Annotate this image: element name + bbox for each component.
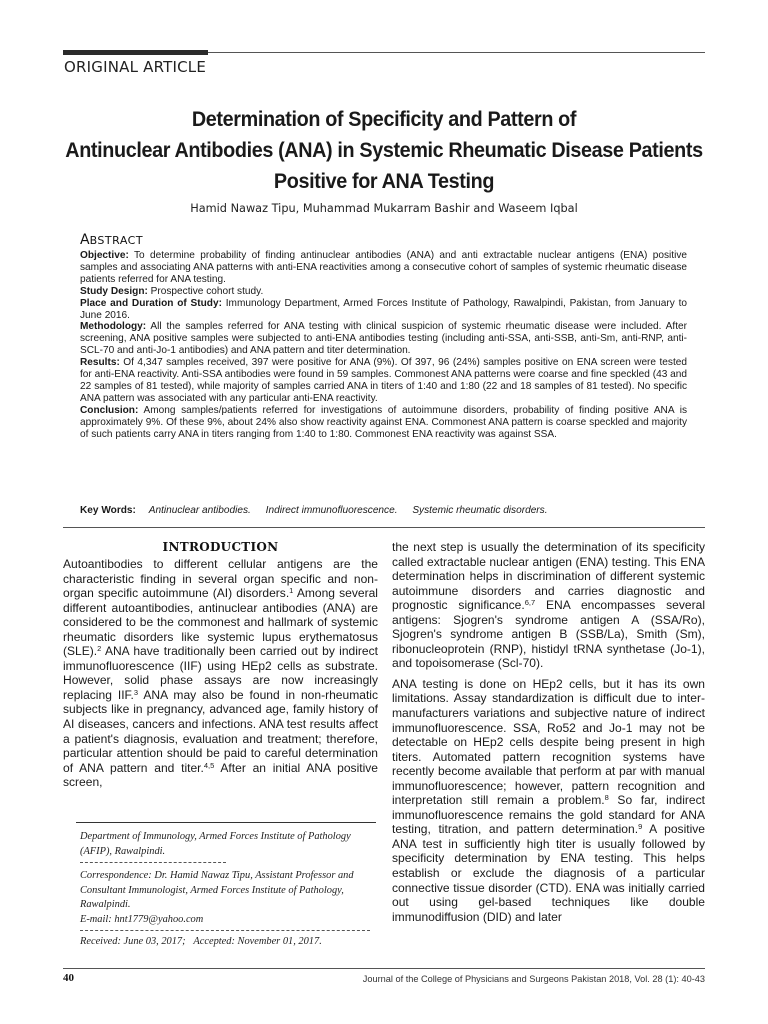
abstract-design — [80, 286, 687, 298]
footnote-affiliation: Department of Immunology, Armed Forces Institute of Pathology (AFIP), Rawalpindi. — [80, 831, 351, 857]
footnote-email[interactable]: E-mail: hnt1779@yahoo.com — [80, 913, 204, 925]
keywords-label: Key Words: — [80, 505, 136, 516]
intro-text: ANA may also be found in non-rheumatic subjects like in pregnancy, advanced age, family history of AI diseases, cancers and infections. ANA test results affect a patient's diagnosis, evaluation and treatment; therefore, particular attention should be paid to careful determination of ANA pattern and titer. — [63, 687, 378, 775]
citation-ref[interactable]: 2 — [97, 644, 102, 654]
footnote-rule — [76, 822, 376, 823]
citation-ref[interactable]: 8 — [604, 793, 609, 803]
section-label: ORIGINAL ARTICLE — [64, 58, 206, 76]
conclusion-text: Among samples/patients referred for investigations of autoimmune disorders, probability of finding positive ANA is approximately 9%. Of these 9%, about 24% also show reactivity against ENA. Commonest ANA pattern is coarse speckled and majority of such patients carry ANA in titers ranging from 1:40 to 1:80. Commonest ENA reactivity was against SSA. — [80, 404, 687, 440]
top-rule-accent — [63, 50, 208, 55]
footnote-separator — [80, 862, 226, 863]
footnotes — [80, 830, 380, 950]
keywords — [80, 505, 560, 516]
title-line-3: Positive for ANA Testing — [273, 169, 495, 193]
abstract-results — [80, 357, 687, 405]
author-list: Hamid Nawaz Tipu, Muhammad Mukarram Bashir and Waseem Iqbal — [190, 202, 578, 215]
intro-text: Autoantibodies to different cellular antigens are the characteristic finding in several organ specific and non-organ specific autoimmune (AI) disorders. — [63, 557, 378, 601]
objective-text: To determine probability of finding antinuclear antibodies (ANA) and anti extractable nuclear antigens (ENA) positive samples and associating ANA patterns with anti-ENA reactivities among a consecutive cohort of samples of systemic rheumatic disease patients referred for ANA testing. — [80, 250, 687, 285]
methodology-text: All the samples referred for ANA testing with clinical suspicion of systemic rheumatic disease were included. After screening, ANA positive samples were subjected to anti-ENA antibodies testing (including anti-SSA, anti-SSB, anti-Sm, anti-RNP, anti-SCL-70 and anti-Jo-1 antibodies) and ANA pattern and titer determination. — [80, 321, 687, 357]
abstract-heading-initial: A — [80, 232, 90, 248]
citation-ref[interactable]: 6,7 — [524, 598, 536, 608]
intro-text: ENA encompasses several antigens: Sjogren's syndrome antigen A (SSA/Ro), Sjogren's syndrome antigen B (SSB/La), Smith (Sm), ribonucleoprotein (RNP), histidyl tRNA synthetase (Jo-1), and topoisomerase (Scl-70). — [392, 598, 705, 671]
intro-text: the next step is usually the determination of its specificity called extractable nuclear antigen (ENA) testing. This ENA determination helps in discrimination of different systemic autoimmune disorders and carries diagnostic and prognostic significance. — [392, 540, 705, 613]
methodology-label: Methodology: — [80, 321, 147, 333]
received-date: Received: June 03, 2017; — [80, 936, 186, 947]
intro-paragraph — [392, 677, 705, 924]
design-text: Prospective cohort study. — [147, 285, 264, 297]
abstract-body — [80, 250, 687, 441]
article-title — [31, 104, 738, 197]
keyword-item: Systemic rheumatic disorders. — [412, 505, 548, 516]
intro-paragraph — [63, 557, 378, 790]
introduction-heading: INTRODUCTION — [162, 540, 279, 554]
objective-label: Objective: — [80, 250, 129, 261]
footnote-correspondence: Correspondence: Dr. Hamid Nawaz Tipu, Assistant Professor and Consultant Immunologist, Armed Forces Institute of Pathology, Rawalpindi. — [80, 870, 354, 910]
abstract-heading — [80, 232, 143, 248]
conclusion-label: Conclusion: — [80, 404, 139, 416]
intro-paragraph — [392, 540, 705, 671]
results-text: Of 4,347 samples received, 397 were positive for ANA (9%). Of 397, 96 (24%) samples positive on ENA screen were tested for anti-ENA reactivity. Anti-SSA antibodies were found in 59 samples. Commonest ANA patterns were coarse and fine speckled (43 and 22 samples of 81 tested), while majority of samples carried ANA in titers of 1:40 and 1:80 (22 and 18 samples of 81 tested). No specific ANA pattern was associated with any particular anti-ENA reactivity. — [80, 357, 687, 404]
intro-text: ANA testing is done on HEp2 cells, but it has its own limitations. Assay standardization is difficult due to inter-manufacturers variations and subjective nature of indirect immunofluorescence. SSA, Ro52 and Jo-1 may not be detectable on HEp2 cells despite being present in high titers. Automated pattern recognition systems have recently become available that perform at par with manual immunofluorescence; however, pattern recognition and interpretation still remain a problem. — [392, 676, 705, 808]
keyword-item: Indirect immunofluorescence. — [265, 505, 398, 516]
left-column — [63, 557, 378, 796]
page-number: 40 — [63, 972, 74, 984]
accepted-date: Accepted: November 01, 2017. — [193, 936, 322, 947]
design-label: Study Design: — [80, 285, 148, 297]
abstract-objective — [80, 250, 687, 286]
journal-citation: Journal of the College of Physicians and Surgeons Pakistan 2018, Vol. 28 (1): 40-43 — [362, 974, 705, 984]
footnote-dates — [80, 935, 380, 950]
keyword-item: Antinuclear antibodies. — [148, 505, 251, 516]
intro-text: A positive ANA test in sufficiently high titer is usually followed by specificity determination by ENA testing. This helps establish or exclude the diagnosis of a particular connective tissue disorder (CTD). ENA was initially carried out using gel-based techniques like double immunodiffusion (DID) and later — [392, 822, 705, 924]
place-text: Immunology Department, Armed Forces Institute of Pathology, Rawalpindi, Pakistan, from January to June 2016. — [80, 297, 688, 321]
footer-rule — [63, 968, 705, 969]
title-line-2: Antinuclear Antibodies (ANA) in Systemic Rheumatic Disease Patients — [65, 138, 703, 162]
intro-text: ANA have traditionally been carried out by indirect immunofluorescence (IIF) using HEp2 cells as substrate. However, solid phase assays are now increasingly replacing IIF. — [63, 644, 378, 702]
abstract-place — [80, 298, 687, 322]
footnote-separator — [80, 930, 370, 931]
section-divider — [63, 527, 705, 528]
citation-ref[interactable]: 3 — [133, 687, 139, 697]
citation-ref[interactable]: 9 — [638, 822, 643, 832]
right-column — [392, 540, 705, 930]
title-line-1: Determination of Specificity and Pattern of — [191, 107, 577, 131]
citation-ref[interactable]: 1 — [289, 586, 294, 596]
intro-text: After an initial ANA positive screen, — [63, 760, 378, 790]
place-label: Place and Duration of Study: — [80, 297, 222, 309]
abstract-methodology — [80, 321, 687, 357]
citation-ref[interactable]: 4,5 — [203, 760, 215, 770]
intro-text: So far, indirect immunofluorescence remains the gold standard for ANA testing, titration, and pattern determination. — [392, 793, 705, 837]
abstract-conclusion — [80, 405, 687, 441]
intro-text: Among several different autoantibodies, antinuclear antibodies (ANA) are considered to be the commonest and hallmark of systemic rheumatic disorders like systemic lupus erythematosus (SLE). — [63, 586, 378, 659]
results-label: Results: — [80, 357, 120, 369]
abstract-heading-rest: BSTRACT — [89, 234, 144, 247]
